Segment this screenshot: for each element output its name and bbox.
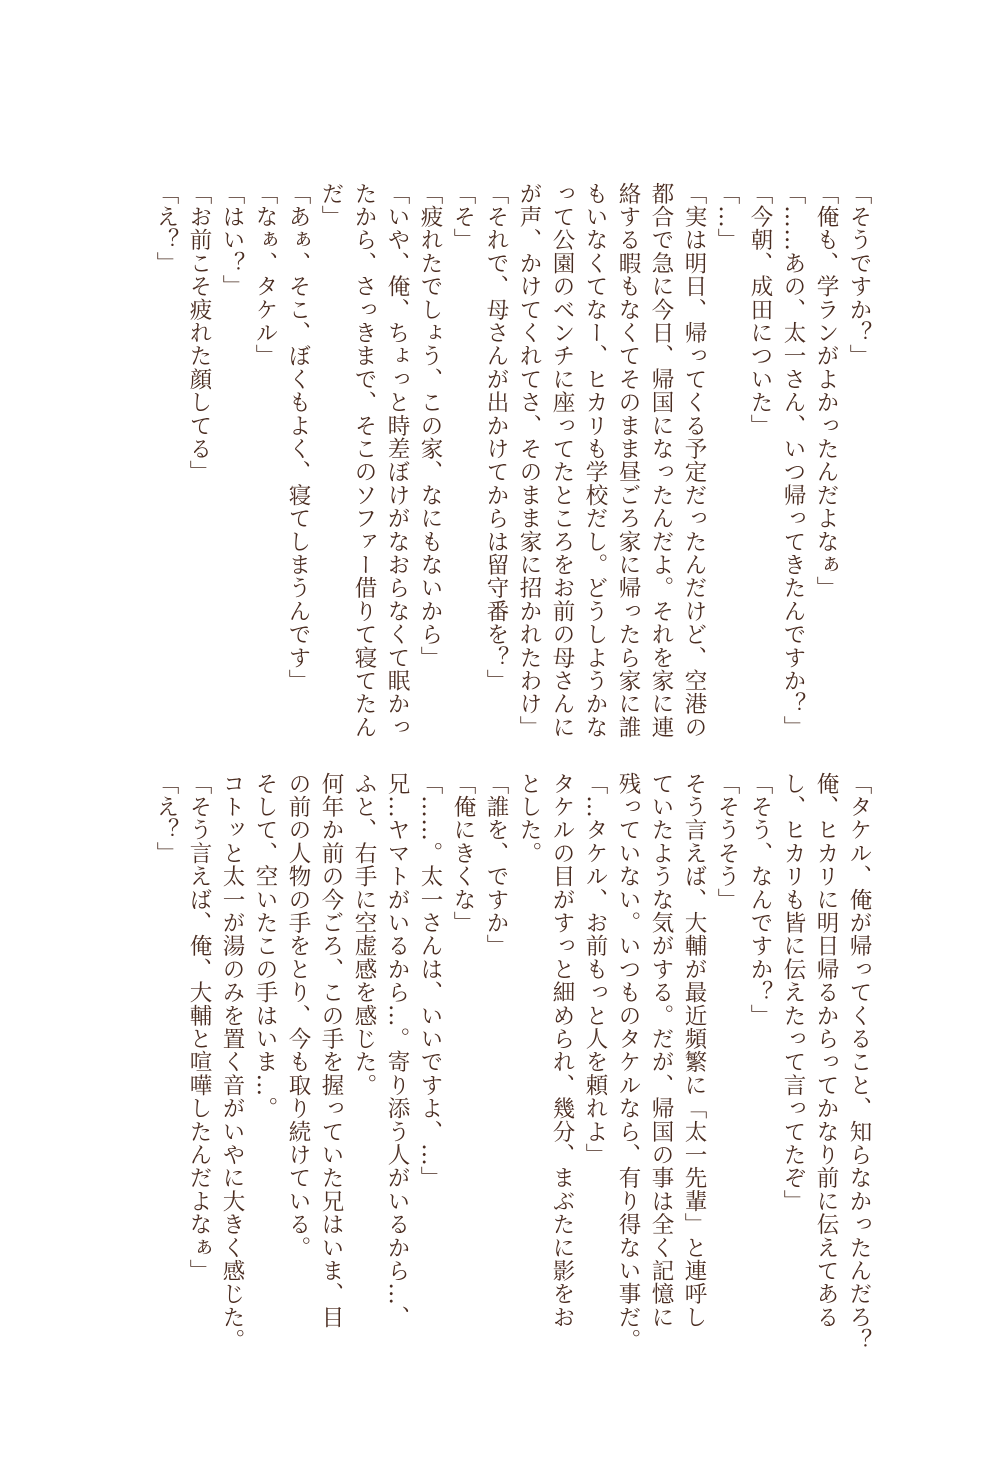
text-line: 「今朝、成田についた」: [747, 182, 773, 438]
text-line: 「……あの、太一さん、いつ帰ってきたんですか？」: [780, 182, 806, 739]
text-line: 「実は明日、帰ってくる予定だったんだけど、空港の: [681, 182, 707, 739]
text-line: そして、空いたこの手はいま…。: [252, 772, 278, 1120]
text-line: 「いや、俺、ちょっと時差ぼけがなおらなくて眠かっ: [384, 182, 410, 739]
text-line: 「タケル、俺が帰ってくること、知らなかったんだろ？: [846, 772, 872, 1352]
text-line: 「そ」: [450, 182, 476, 252]
text-line: し、ヒカリも皆に伝えたって言ってたぞ」: [780, 772, 806, 1213]
text-line: 「誰を、ですか」: [483, 772, 509, 958]
text-line: とした。: [516, 772, 542, 865]
text-line: だ」: [318, 182, 344, 229]
text-line: タケルの目がすっと細められ、幾分、まぶたに影をお: [549, 772, 575, 1329]
text-line: 俺、ヒカリに明日帰るからってかなり前に伝えてある: [813, 772, 839, 1329]
text-line: 「…タケル、お前もっと人を頼れよ」: [582, 772, 608, 1167]
text-line: 「……。太一さんは、いいですよ、…」: [417, 772, 443, 1190]
text-line: そう言えば、大輔が最近頻繁に「太一先輩」と連呼し: [681, 772, 707, 1329]
text-line: 「それで、母さんが出かけてからは留守番を？」: [483, 182, 509, 693]
text-line: 「なぁ、タケル」: [252, 182, 278, 368]
text-line: 都合で急に今日、帰国になったんだよ。それを家に連: [648, 182, 674, 739]
text-line: って公園のベンチに座ってたところをお前の母さんに: [549, 182, 575, 739]
upper-text-block: [153, 182, 875, 739]
text-line: 「そうそう」: [714, 772, 740, 912]
text-line: 残っていない。いつものタケルなら、有り得ない事だ。: [615, 772, 641, 1352]
text-line: もいなくてなー、ヒカリも学校だし。どうしようかな: [582, 182, 608, 739]
text-line: 「俺も、学ランがよかったんだよなぁ」: [813, 182, 839, 600]
text-line: たから、さっきまで、そこのソファー借りて寝てたん: [351, 182, 377, 739]
text-line: 「そうですか？」: [846, 182, 872, 368]
text-line: 絡する暇もなくてそのまま昼ごろ家に帰ったら家に誰: [615, 182, 641, 739]
text-line: 「はい？」: [219, 182, 245, 298]
text-line: 「そう、なんですか？」: [747, 772, 773, 1028]
text-line: の前の人物の手をとり、今も取り続けている。: [285, 772, 311, 1260]
text-line: 「…」: [714, 182, 740, 252]
text-line: 「あぁ、そこ、ぼくもよく、寝てしまうんです」: [285, 182, 311, 693]
lower-text-block: [153, 772, 875, 1352]
text-line: が声、かけてくれてさ、そのまま家に招かれたわけ」: [516, 182, 542, 739]
text-line: 「俺にきくな」: [450, 772, 476, 935]
text-line: 「え？」: [153, 772, 179, 865]
text-line: 「お前こそ疲れた顔してる」: [186, 182, 212, 484]
text-line: 兄…ヤマトがいるから…。寄り添う人がいるから…、: [384, 772, 410, 1329]
text-line: ふと、右手に空虚感を感じた。: [351, 772, 377, 1097]
text-line: 「え？」: [153, 182, 179, 275]
text-line: ていたような気がする。だが、帰国の事は全く記憶に: [648, 772, 674, 1329]
text-line: 「疲れたでしょう、この家、なにもないから」: [417, 182, 443, 670]
text-line: 何年か前の今ごろ、この手を握っていた兄はいま、目: [318, 772, 344, 1329]
text-line: コトッと太一が湯のみを置く音がいやに大きく感じた。: [219, 772, 245, 1352]
text-line: 「そう言えば、俺、大輔と喧嘩したんだよなぁ」: [186, 772, 212, 1283]
